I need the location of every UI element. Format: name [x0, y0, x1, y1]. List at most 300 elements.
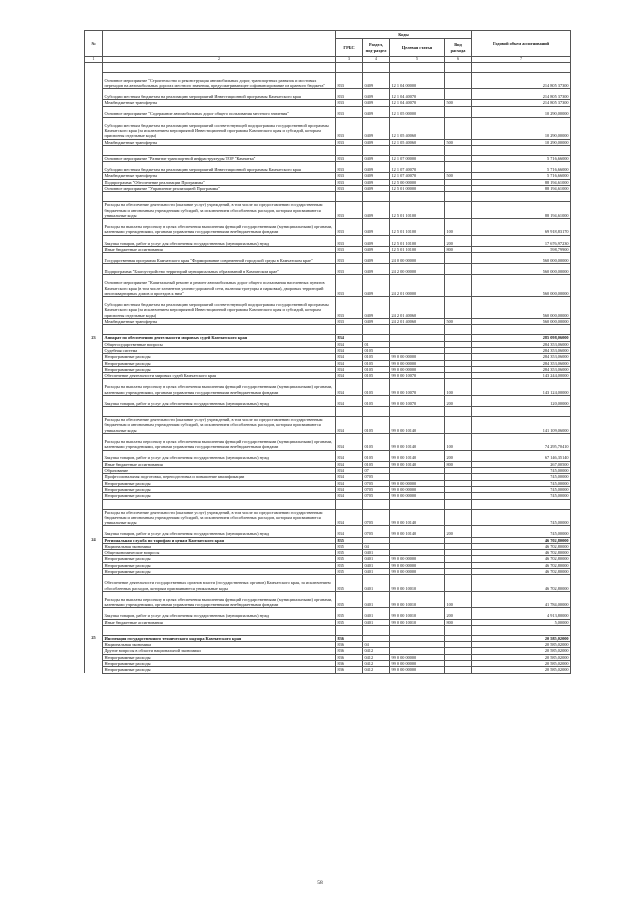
item-name-cell: Расходы на выплаты персоналу в целях обеспечения выполнения функций государственными (муниципальными) органами, казенными учреждениями, органами управления государственными внебюджетными фондами: [103, 379, 336, 396]
grbs-code-cell: 834: [336, 341, 363, 347]
item-name-cell: Субсидии местным бюджетам на реализацию мероприятий Инвестиционной программы Камчатского края: [103, 89, 336, 100]
grbs-code-cell: 833: [336, 162, 363, 173]
spacer-cell: [445, 192, 472, 202]
target-article-cell: 99 0 00 10010: [390, 619, 445, 625]
expense-type-cell: 100: [445, 219, 472, 236]
item-name-cell: Закупка товаров, работ и услуг для обеспечения государственных (муниципальных) нужд: [103, 526, 336, 537]
target-article-cell: 99 0 00 00000: [390, 354, 445, 360]
section-code-cell: 0105: [363, 434, 390, 451]
annual-amount-cell: 46 702,80000: [472, 569, 571, 575]
item-name-cell: Государственная программа Камчатского края "Формирование современной городской среды в Камчатском крае": [103, 253, 336, 264]
target-article-cell: 99 0 00 10140: [390, 461, 445, 467]
expense-type-cell: 500: [445, 100, 472, 106]
item-name-cell: Расходы на обеспечение деятельности (оказание услуг) учреждений, в том числе по предоставлению государственным бюджетным и автономным учреждениям субсидий, за исключением обособленных расходов, которым присваиваются уникальные коды: [103, 509, 336, 526]
spacer-cell: [336, 192, 363, 202]
expense-type-cell: 200: [445, 235, 472, 246]
grbs-code-cell: 834: [336, 360, 363, 366]
spacer-cell: [85, 499, 103, 509]
spacer-row: [85, 325, 571, 335]
row-number-cell: [85, 72, 103, 89]
row-number-cell: [85, 608, 103, 619]
item-name-cell: Непрограммные расходы: [103, 654, 336, 660]
annual-amount-cell: 141 109,06000: [472, 417, 571, 434]
section-code-cell: 0409: [363, 202, 390, 219]
item-name-cell: Непрограммные расходы: [103, 562, 336, 568]
annual-amount-cell: 67 146,35140: [472, 450, 571, 461]
col-csr-header: Целевая статья: [390, 39, 445, 57]
spacer-cell: [85, 407, 103, 417]
target-article-cell: 12 1 05 40060: [390, 139, 445, 145]
section-code-cell: 0409: [363, 139, 390, 145]
table-row: [85, 417, 571, 434]
expense-type-cell: [445, 667, 472, 673]
section-code-cell: 0409: [363, 319, 390, 325]
grbs-code-cell: 835: [336, 575, 363, 592]
annual-amount-cell: 10 290,00000: [472, 117, 571, 139]
spacer-cell: [103, 625, 336, 635]
grbs-code-cell: 833: [336, 246, 363, 252]
item-name-cell: Субсидии местным бюджетам на реализацию мероприятий Инвестиционной программы Камчатского края: [103, 162, 336, 173]
table-row: [85, 379, 571, 396]
row-number-cell: [85, 667, 103, 673]
section-code-cell: 0409: [363, 162, 390, 173]
col-grbs-header: ГРБС: [336, 39, 363, 57]
col-vr-header: Вид расхода: [445, 39, 472, 57]
row-number-cell: [85, 395, 103, 406]
annual-amount-cell: 46 702,80000: [472, 537, 571, 543]
target-article-cell: 99 0 00 10070: [390, 373, 445, 379]
annual-amount-cell: 46 702,80000: [472, 562, 571, 568]
spacer-cell: [85, 325, 103, 335]
grbs-code-cell: 835: [336, 562, 363, 568]
grbs-code-cell: 835: [336, 619, 363, 625]
grbs-code-cell: 836: [336, 667, 363, 673]
spacer-cell: [103, 145, 336, 155]
target-article-cell: 99 0 00 00000: [390, 667, 445, 673]
section-code-cell: 0105: [363, 347, 390, 353]
col-index: 3: [336, 57, 363, 63]
grbs-code-cell: 834: [336, 486, 363, 492]
spacer-cell: [363, 192, 390, 202]
annual-amount-cell: 74 295,70410: [472, 434, 571, 451]
spacer-cell: [390, 145, 445, 155]
section-code-cell: 0401: [363, 550, 390, 556]
annual-amount-cell: 745,00000: [472, 486, 571, 492]
annual-amount-cell: 745,00000: [472, 509, 571, 526]
section-code-cell: 0412: [363, 654, 390, 660]
spacer-cell: [472, 625, 571, 635]
item-name-cell: Общегосударственные вопросы: [103, 341, 336, 347]
expense-type-cell: 200: [445, 608, 472, 619]
grbs-code-cell: 834: [336, 474, 363, 480]
expense-type-cell: 500: [445, 173, 472, 179]
grbs-code-cell: 834: [336, 379, 363, 396]
spacer-cell: [336, 407, 363, 417]
grbs-code-cell: 836: [336, 648, 363, 654]
grbs-code-cell: 833: [336, 185, 363, 191]
item-name-cell: Непрограммные расходы: [103, 493, 336, 499]
grbs-code-cell: 835: [336, 543, 363, 549]
item-name-cell: Закупка товаров, работ и услуг для обеспечения государственных (муниципальных) нужд: [103, 608, 336, 619]
annual-amount-cell: 284 353,06000: [472, 366, 571, 372]
target-article-cell: 24 2 01 40060: [390, 319, 445, 325]
annual-amount-cell: 46 702,80000: [472, 556, 571, 562]
annual-amount-cell: 214 805 37300: [472, 72, 571, 89]
row-number-cell: [85, 379, 103, 396]
spacer-cell: [363, 145, 390, 155]
spacer-cell: [390, 62, 445, 72]
annual-amount-cell: 560 000,00000: [472, 253, 571, 264]
grbs-code-cell: 833: [336, 275, 363, 297]
section-code-cell: 0105: [363, 366, 390, 372]
annual-amount-cell: 46 702,80000: [472, 575, 571, 592]
spacer-cell: [103, 499, 336, 509]
row-number-cell: [85, 526, 103, 537]
annual-amount-cell: 20 585,02000: [472, 648, 571, 654]
grbs-code-cell: 834: [336, 434, 363, 451]
budget-table-page: [84, 30, 570, 674]
item-name-cell: Межбюджетные трансферты: [103, 173, 336, 179]
target-article-cell: 99 0 00 10140: [390, 450, 445, 461]
target-article-cell: 12 5 01 10100: [390, 246, 445, 252]
grbs-code-cell: 834: [336, 335, 363, 341]
annual-amount-cell: 88 194,61000: [472, 202, 571, 219]
table-row: [85, 575, 571, 592]
target-article-cell: 12 5 01 10100: [390, 235, 445, 246]
expense-type-cell: [445, 202, 472, 219]
row-number-cell: [85, 202, 103, 219]
grbs-code-cell: 833: [336, 106, 363, 117]
spacer-cell: [472, 62, 571, 72]
budget-table: [84, 30, 571, 674]
section-code-cell: 0412: [363, 667, 390, 673]
expense-type-cell: [445, 162, 472, 173]
spacer-cell: [363, 62, 390, 72]
grbs-code-cell: 833: [336, 100, 363, 106]
row-number-cell: [85, 509, 103, 526]
section-code-cell: 0409: [363, 117, 390, 139]
section-code-cell: 0409: [363, 89, 390, 100]
grbs-code-cell: 833: [336, 297, 363, 319]
annual-amount-cell: 10 290,00000: [472, 106, 571, 117]
grbs-code-cell: 834: [336, 450, 363, 461]
spacer-cell: [390, 407, 445, 417]
section-code-cell: 0409: [363, 219, 390, 236]
target-article-cell: 12 1 05 40060: [390, 117, 445, 139]
spacer-cell: [336, 62, 363, 72]
row-number-cell: 23: [85, 335, 103, 341]
annual-amount-cell: 5 716,66000: [472, 155, 571, 161]
item-name-cell: Иные бюджетные ассигнования: [103, 246, 336, 252]
section-code-cell: 0105: [363, 360, 390, 366]
expense-type-cell: 800: [445, 461, 472, 467]
annual-amount-cell: 143 124,00000: [472, 379, 571, 396]
target-article-cell: 12 5 01 10100: [390, 219, 445, 236]
annual-amount-cell: 20 585,02000: [472, 667, 571, 673]
table-row: [85, 395, 571, 406]
annual-amount-cell: 214 805 37300: [472, 89, 571, 100]
item-name-cell: Иные бюджетные ассигнования: [103, 461, 336, 467]
row-number-cell: [85, 297, 103, 319]
spacer-cell: [103, 325, 336, 335]
col-index: 5: [390, 57, 445, 63]
expense-type-cell: 200: [445, 395, 472, 406]
spacer-row: [85, 407, 571, 417]
expense-type-cell: 500: [445, 319, 472, 325]
grbs-code-cell: 836: [336, 661, 363, 667]
annual-amount-cell: 20 585,02000: [472, 642, 571, 648]
spacer-row: [85, 145, 571, 155]
target-article-cell: 99 0 00 00000: [390, 661, 445, 667]
annual-amount-cell: 143 244,00000: [472, 373, 571, 379]
annual-amount-cell: 69 918,83170: [472, 219, 571, 236]
expense-type-cell: [445, 106, 472, 117]
section-code-cell: 0705: [363, 474, 390, 480]
item-name-cell: Другие вопросы в области национальной экономики: [103, 648, 336, 654]
grbs-code-cell: 835: [336, 608, 363, 619]
spacer-cell: [390, 192, 445, 202]
table-row: [85, 297, 571, 319]
spacer-row: [85, 499, 571, 509]
grbs-code-cell: 834: [336, 526, 363, 537]
section-code-cell: 0409: [363, 173, 390, 179]
section-code-cell: 0409: [363, 246, 390, 252]
row-number-cell: [85, 264, 103, 275]
target-article-cell: 12 5 01 10100: [390, 202, 445, 219]
section-code-cell: 0401: [363, 608, 390, 619]
item-name-cell: Непрограммные расходы: [103, 667, 336, 673]
grbs-code-cell: 833: [336, 219, 363, 236]
item-name-cell: Общеэкономические вопросы: [103, 550, 336, 556]
row-number-cell: 25: [85, 635, 103, 641]
col-name-header: [103, 31, 336, 57]
annual-amount-cell: 5,00000: [472, 619, 571, 625]
expense-type-cell: 100: [445, 591, 472, 608]
section-code-cell: 0401: [363, 575, 390, 592]
item-name-cell: Закупка товаров, работ и услуг для обеспечения государственных (муниципальных) нужд: [103, 235, 336, 246]
spacer-cell: [472, 325, 571, 335]
section-code-cell: 0105: [363, 354, 390, 360]
item-name-cell: Профессиональная подготовка, переподготовка и повышение квалификации: [103, 474, 336, 480]
section-code-cell: 0409: [363, 155, 390, 161]
item-name-cell: Национальная экономика: [103, 543, 336, 549]
table-row: [85, 275, 571, 297]
target-article-cell: 12 1 04 00000: [390, 72, 445, 89]
section-code-cell: 0705: [363, 480, 390, 486]
expense-type-cell: [445, 417, 472, 434]
spacer-cell: [472, 192, 571, 202]
item-name-cell: Непрограммные расходы: [103, 354, 336, 360]
grbs-code-cell: 833: [336, 179, 363, 185]
section-code-cell: 0705: [363, 493, 390, 499]
grbs-code-cell: 834: [336, 366, 363, 372]
expense-type-cell: [445, 253, 472, 264]
grbs-code-cell: 833: [336, 319, 363, 325]
grbs-code-cell: 836: [336, 642, 363, 648]
annual-amount-cell: 284 353,06000: [472, 341, 571, 347]
annual-amount-cell: 267,00500: [472, 461, 571, 467]
target-article-cell: 99 0 00 00000: [390, 654, 445, 660]
col-index: 6: [445, 57, 472, 63]
item-name-cell: Национальная экономика: [103, 642, 336, 648]
section-code-cell: 0412: [363, 661, 390, 667]
spacer-cell: [85, 145, 103, 155]
row-number-cell: [85, 162, 103, 173]
expense-type-cell: [445, 509, 472, 526]
grbs-code-cell: 833: [336, 139, 363, 145]
target-article-cell: 12 1 07 40070: [390, 162, 445, 173]
expense-type-cell: [445, 264, 472, 275]
item-name-cell: Основное мероприятие "Капитальный ремонт и ремонт автомобильных дорог общего пользования населенных пунктов Камчатского края (в том числе элементов улично-дорожной сети, включая тротуары и парковки), дворовых территорий многоквартирных домов и проездов к ним": [103, 275, 336, 297]
row-number-cell: [85, 106, 103, 117]
target-article-cell: 12 1 04 40070: [390, 89, 445, 100]
spacer-cell: [336, 625, 363, 635]
item-name-cell: Обеспечение деятельности мировых судей Камчатского края: [103, 373, 336, 379]
grbs-code-cell: 835: [336, 556, 363, 562]
table-row: [85, 89, 571, 100]
section-code-cell: 0705: [363, 486, 390, 492]
annual-amount-cell: 560 000,00000: [472, 319, 571, 325]
target-article-cell: 99 0 00 00000: [390, 569, 445, 575]
section-code-cell: 0409: [363, 235, 390, 246]
target-article-cell: 99 0 00 00000: [390, 556, 445, 562]
section-code-cell: 0705: [363, 526, 390, 537]
item-name-cell: Расходы на обеспечение деятельности (оказание услуг) учреждений, в том числе по предоставлению государственным бюджетным и автономным учреждениям субсидий, за исключением обособленных расходов, которым присваиваются уникальные коды: [103, 417, 336, 434]
annual-amount-cell: 285 098,06000: [472, 335, 571, 341]
section-code-cell: 0401: [363, 556, 390, 562]
item-name-cell: Субсидии местным бюджетам на реализацию мероприятий соответствующей подпрограммы государственной программы Камчатского края (за исключением мероприятий Инвестиционной программы Камчатского края и субсидий, которым присвоены отдельные коды): [103, 297, 336, 319]
annual-amount-cell: 214 805 37300: [472, 100, 571, 106]
spacer-cell: [336, 145, 363, 155]
grbs-code-cell: 835: [336, 569, 363, 575]
spacer-cell: [445, 62, 472, 72]
section-code-cell: 04: [363, 642, 390, 648]
grbs-code-cell: 833: [336, 72, 363, 89]
item-name-cell: Закупка товаров, работ и услуг для обеспечения государственных (муниципальных) нужд: [103, 450, 336, 461]
row-number-cell: [85, 275, 103, 297]
grbs-code-cell: 833: [336, 155, 363, 161]
row-number-cell: [85, 450, 103, 461]
col-index: 2: [103, 57, 336, 63]
grbs-code-cell: 833: [336, 253, 363, 264]
section-code-cell: 0409: [363, 253, 390, 264]
grbs-code-cell: 834: [336, 347, 363, 353]
col-razdel-header: Раздел, под-раздел: [363, 39, 390, 57]
expense-type-cell: 100: [445, 379, 472, 396]
item-name-cell: Непрограммные расходы: [103, 556, 336, 562]
target-article-cell: 99 0 00 10010: [390, 575, 445, 592]
item-name-cell: Субсидии местным бюджетам на реализацию мероприятий соответствующей подпрограммы государственной программы Камчатского края (за исключением мероприятий Инвестиционной программы Камчатского края и субсидий, которым присвоены отдельные коды): [103, 117, 336, 139]
expense-type-cell: [445, 117, 472, 139]
annual-amount-cell: 46 702,80000: [472, 543, 571, 549]
expense-type-cell: 800: [445, 619, 472, 625]
spacer-cell: [445, 325, 472, 335]
grbs-code-cell: 833: [336, 202, 363, 219]
item-name-cell: Межбюджетные трансферты: [103, 319, 336, 325]
item-name-cell: Межбюджетные трансферты: [103, 100, 336, 106]
annual-amount-cell: 4 913,80000: [472, 608, 571, 619]
grbs-code-cell: 833: [336, 264, 363, 275]
spacer-cell: [336, 325, 363, 335]
section-code-cell: 07: [363, 468, 390, 474]
spacer-cell: [390, 325, 445, 335]
item-name-cell: Непрограммные расходы: [103, 486, 336, 492]
item-name-cell: Инспекция государственного технического надзора Камчатского края: [103, 635, 336, 641]
grbs-code-cell: 835: [336, 550, 363, 556]
target-article-cell: 99 0 00 10140: [390, 509, 445, 526]
item-name-cell: Расходы на выплаты персоналу в целях обеспечения выполнения функций государственными (муниципальными) органами, казенными учреждениями, органами управления государственными внебюджетными фондами: [103, 219, 336, 236]
row-number-cell: [85, 89, 103, 100]
row-number-cell: [85, 219, 103, 236]
grbs-code-cell: 835: [336, 537, 363, 543]
item-name-cell: Основное мероприятие "Содержание автомобильных дорог общего пользования местного значения": [103, 106, 336, 117]
section-code-cell: 0105: [363, 373, 390, 379]
target-article-cell: 12 5 01 00000: [390, 185, 445, 191]
section-code-cell: 0105: [363, 461, 390, 467]
item-name-cell: Судебная система: [103, 347, 336, 353]
spacer-cell: [103, 407, 336, 417]
col-index: 7: [472, 57, 571, 63]
grbs-code-cell: 834: [336, 468, 363, 474]
table-row: [85, 202, 571, 219]
annual-amount-cell: 20 585,02000: [472, 661, 571, 667]
target-article-cell: 99 0 00 00000: [390, 480, 445, 486]
annual-amount-cell: 5 716,66000: [472, 162, 571, 173]
table-row: [85, 219, 571, 236]
spacer-cell: [472, 145, 571, 155]
row-number-cell: [85, 417, 103, 434]
table-row: [85, 72, 571, 89]
target-article-cell: 99 0 00 10140: [390, 526, 445, 537]
annual-amount-cell: 17 676,97230: [472, 235, 571, 246]
annual-amount-cell: 20 585,02000: [472, 635, 571, 641]
row-number-cell: [85, 575, 103, 592]
annual-amount-cell: 284 353,06000: [472, 354, 571, 360]
target-article-cell: 99 0 00 10070: [390, 395, 445, 406]
annual-amount-cell: 560 000,00000: [472, 264, 571, 275]
annual-amount-cell: 284 353,06000: [472, 347, 571, 353]
section-code-cell: 0105: [363, 395, 390, 406]
target-article-cell: 24 0 00 00000: [390, 253, 445, 264]
section-code-cell: 0401: [363, 569, 390, 575]
grbs-code-cell: 834: [336, 461, 363, 467]
row-number-cell: [85, 591, 103, 608]
expense-type-cell: [445, 275, 472, 297]
target-article-cell: 24 2 00 00000: [390, 264, 445, 275]
spacer-cell: [363, 499, 390, 509]
annual-amount-cell: 745,00000: [472, 480, 571, 486]
spacer-cell: [472, 407, 571, 417]
table-row: [85, 608, 571, 619]
spacer-cell: [390, 625, 445, 635]
target-article-cell: 99 0 00 10010: [390, 591, 445, 608]
spacer-cell: [445, 499, 472, 509]
section-code-cell: 0401: [363, 619, 390, 625]
spacer-cell: [363, 625, 390, 635]
spacer-cell: [445, 145, 472, 155]
item-name-cell: Обеспечение деятельности государственных органов власти (государственных органов) Камчатского края, за исключением обособленных расходов, которым присваиваются уникальные коды: [103, 575, 336, 592]
table-row: [85, 162, 571, 173]
target-article-cell: 99 0 00 10010: [390, 608, 445, 619]
col-index: 1: [85, 57, 103, 63]
table-row: [85, 450, 571, 461]
spacer-row: [85, 625, 571, 635]
annual-amount-cell: 88 194,61000: [472, 179, 571, 185]
grbs-code-cell: 834: [336, 417, 363, 434]
target-article-cell: 99 0 00 00000: [390, 360, 445, 366]
target-article-cell: 99 0 00 00000: [390, 366, 445, 372]
item-name-cell: Расходы на выплаты персоналу в целях обеспечения выполнения функций государственными (муниципальными) органами, казенными учреждениями, органами управления государственными внебюджетными фондами: [103, 591, 336, 608]
